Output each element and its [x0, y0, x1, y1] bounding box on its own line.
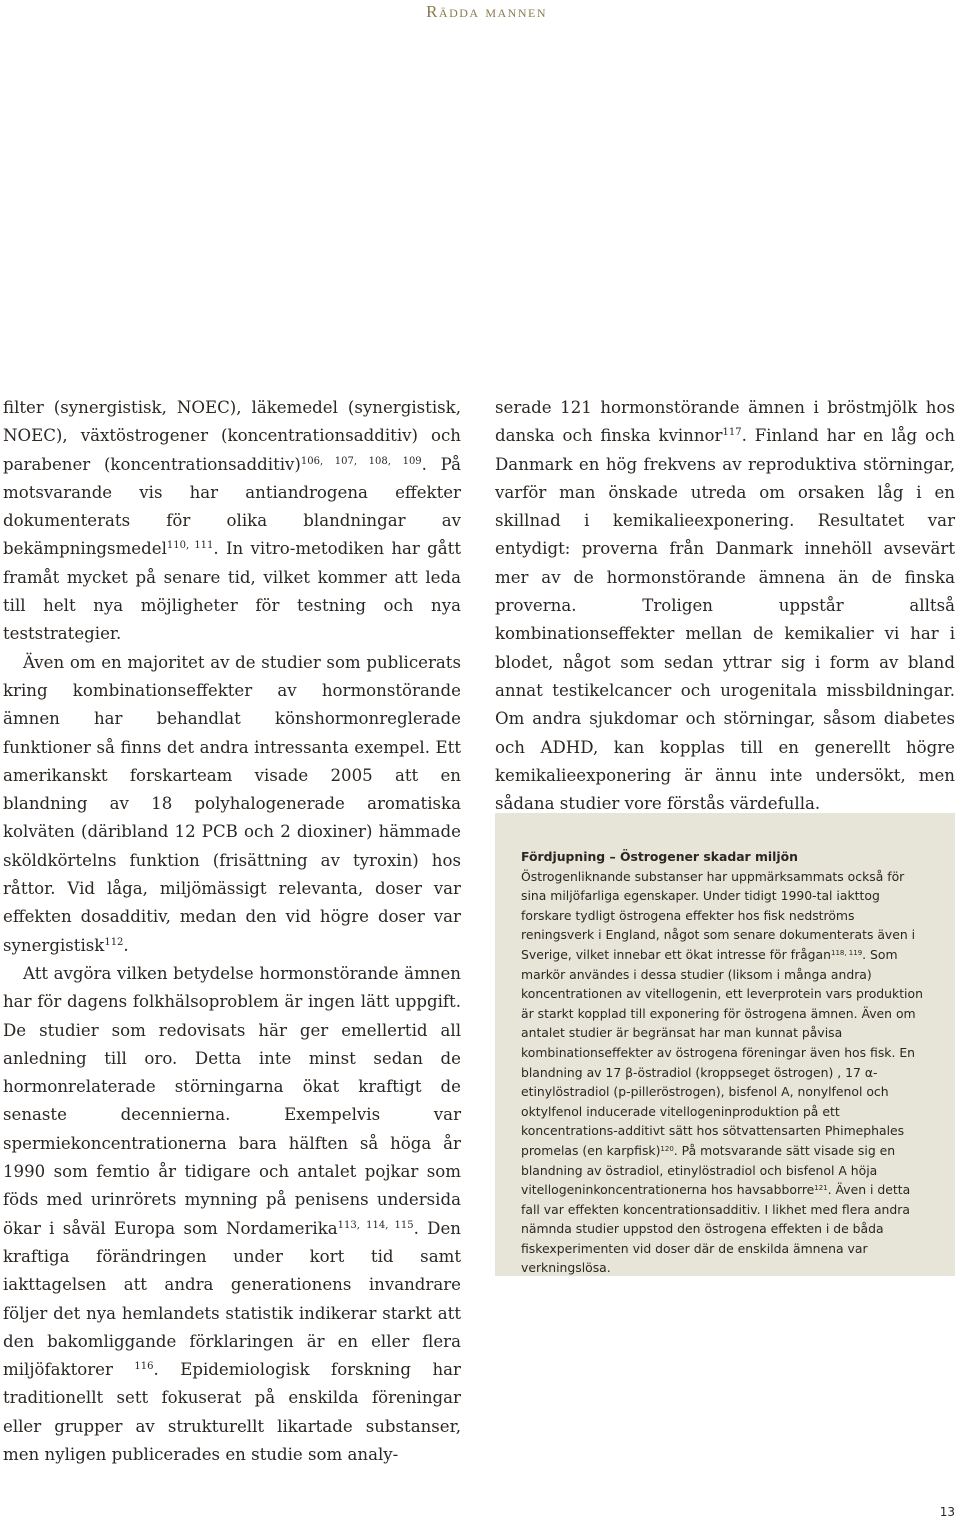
- factbox-title: Fördjupning – Östrogener skadar miljön: [521, 849, 798, 864]
- text-run: Även om en majoritet av de studier som publicerats kring kombinationseffekter av hormonstörande ämnen har behandlat könshormonreglerade funktioner så finns det andra intressanta exempel. Ett amerikanskt forskarteam visade 2005 att en blandning av 18 polyhalogenerade aromatiska kolväten (däribland 12 PCB och 2 dioxiner) hämmade sköldkörtelns funktion (frisättning av tyroxin) hos råttor. Vid låga, miljömässigt relevanta, doser var effekten dosadditiv, medan den vid högre doser var synergistisk: [3, 652, 461, 955]
- factbox-body: [521, 867, 929, 1278]
- paragraph-combination-effects: [3, 394, 461, 649]
- text-run: Att avgöra vilken betydelse hormonstörande ämnen har för dagens folkhälsoproblem är ingen lätt uppgift. De studier som redovisats här ger emellertid all anledning till oro. Detta inte minst sedan de hormonrelaterade störningarna ökat kraftigt de senaste decennierna. Exempelvis var spermiekoncentrationerna bara hälften så höga år 1990 som femtio år tidigare och antalet pojkar som föds med urinrörets mynning på penisens undersida ökar i såväl Europa som Nordamerika: [3, 963, 461, 1238]
- text-run: . Finland har en låg och Danmark en hög frekvens av reproduktiva störningar, varför man önskade utreda om orsaken låg i en skillnad i kemikalieexponering. Resultatet var entydigt: proverna från Danmark innehöll avsevärt mer av de hormonstörande ämnena än de finska proverna. Troligen uppstår alltså kombinationseffekter mellan de kemikalier vi har i blodet, något som sedan yttrar sig i form av bland annat testikelcancer och urogenitala missbildningar. Om andra sjukdomar och störningar, såsom diabetes och ADHD, kan kopplas till en generellt högre kemikalieexponering är ännu inte undersökt, men sådana studier vore förstås värdefulla.: [495, 426, 955, 814]
- running-header: Rädda mannen: [426, 2, 547, 21]
- text-run: .: [123, 935, 129, 955]
- text-run: . På motsvarande sätt visade sig en blandning av östradiol, etinylöstradiol och bisfenol A höja vitellogeninkoncentrationerna hos havsabborre: [521, 1142, 896, 1198]
- text-run: filter (synergistisk, NOEC), läkemedel (synergistisk, NOEC), växtöstrogener (koncentrationsadditiv) och parabener (koncentrationsadditiv): [3, 398, 461, 474]
- paragraph-public-health: [3, 960, 461, 1469]
- paragraph-breast-milk-study: [495, 394, 955, 818]
- citation-ref: 117: [722, 427, 742, 439]
- citation-ref: 113, 114, 115: [337, 1219, 414, 1231]
- text-run: . Även i detta fall var effekten koncentrationsadditiv. I likhet med flera andra nämnda studier uppstod den östrogena effekten i de båda fiskexperimenten vid doser där de enskilda ämnena var verkningslösa.: [521, 1182, 911, 1276]
- text-run: . In vitro-metodiken har gått framåt mycket på senare tid, vilket kommer att leda till helt nya möjligheter för testning och nya teststrategier.: [3, 539, 461, 644]
- paragraph-thyroid-example: [3, 649, 461, 960]
- citation-ref: 121: [814, 1184, 828, 1193]
- text-run: . Den kraftiga förändringen under kort tid samt iakttagelsen att andra generationens invandrare följer det nya hemlandets statistik indikerar starkt att den bakomliggande förklaringen är en eller flera miljöfaktorer: [3, 1218, 461, 1380]
- text-run: . Epidemiologisk forskning har traditionellt sett fokuserat på enskilda föreningar eller grupper av strukturellt likartade substanser, men nyligen publicerades en studie som analy-: [3, 1360, 461, 1464]
- citation-ref: 116: [134, 1361, 154, 1373]
- factbox: [495, 813, 955, 1276]
- citation-ref: 106, 107, 108, 109: [300, 455, 422, 467]
- citation-ref: 120: [660, 1144, 674, 1153]
- text-run: . På motsvarande vis har antiandrogena effekter dokumenterats för olika blandningar av bekämpningsmedel: [3, 454, 461, 559]
- citation-ref: 112: [104, 936, 124, 948]
- citation-ref: 110, 111: [166, 540, 214, 552]
- left-column: [3, 394, 461, 1469]
- text-run: serade 121 hormonstörande ämnen i bröstmjölk hos danska och finska kvinnor: [495, 398, 955, 446]
- text-run: . Som markör användes i dessa studier (liksom i många andra) koncentrationen av vitellogenin, ett leverprotein vars produktion är starkt kopplad till exponering för östrogena ämnen. Även om antalet studier är begränsat har man kunnat påvisa kombinationseffekter av östrogena föreningar även hos fisk. En blandning av 17 β-östradiol (kroppseget östrogen) , 17 α-etinylöstradiol (p-pilleröstrogen), bisfenol A, nonylfenol och oktylfenol inducerade vitellogeninproduktion på ett koncentrations-additivt sätt hos sötvattensarten Phimephales promelas (en karpfisk): [521, 946, 923, 1158]
- right-column: [495, 394, 955, 818]
- page-number: 13: [939, 1505, 955, 1519]
- text-run: Östrogenliknande substanser har uppmärksammats också för sina miljöfarliga egenskaper. Under tidigt 1990-tal iakttog forskare tydligt östrogena effekter hos fisk nedströms reningsverk i England, något som senare dokumenterats även i Sverige, vilket innebar ett ökat intresse för frågan: [521, 868, 916, 962]
- citation-ref: 118, 119: [830, 948, 863, 957]
